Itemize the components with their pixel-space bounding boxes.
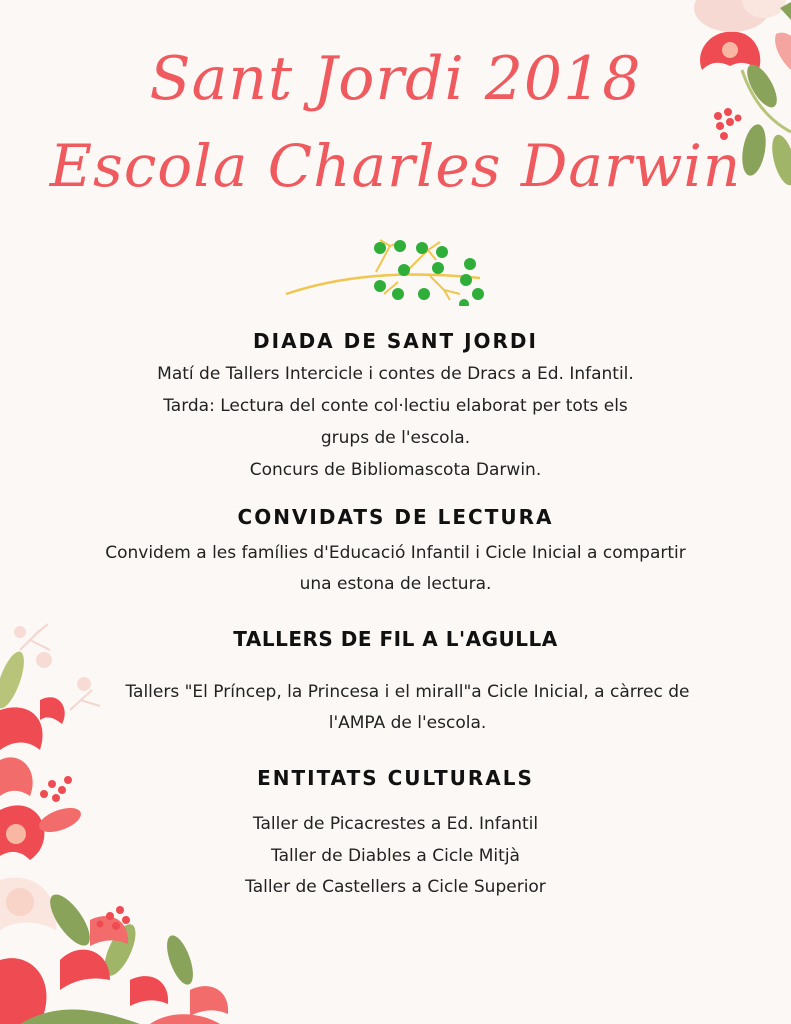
heading-tallers-de-fil-a-lagulla: TALLERS DE FIL A L'AGULLA xyxy=(233,627,558,651)
flower-cluster-bottom-left-icon xyxy=(0,620,260,1024)
text-line: Matí de Tallers Intercicle i contes de Dracs a Ed. Infantil. xyxy=(157,364,634,384)
heading-diada-de-sant-jordi: DIADA DE SANT JORDI xyxy=(253,329,538,353)
text-line: Taller de Picacrestes a Ed. Infantil xyxy=(252,814,539,834)
text-line: Tallers "El Príncep, la Princesa i el mirall"a Cicle Inicial, a càrrec de xyxy=(125,682,690,702)
text-line: l'AMPA de l'escola. xyxy=(328,713,487,733)
text-line: una estona de lectura. xyxy=(299,574,492,594)
text-line: Taller de Castellers a Cicle Superior xyxy=(245,877,546,897)
text-line: grups de l'escola. xyxy=(320,428,471,448)
text-line: Tarda: Lectura del conte col·lectiu elaborat per tots els xyxy=(163,396,628,416)
sprig-divider-icon xyxy=(280,236,490,306)
text-line: Convidem a les famílies d'Educació Infantil i Cicle Inicial a compartir xyxy=(105,543,686,563)
title-line-2: Escola Charles Darwin xyxy=(49,132,742,200)
title-line-1: Sant Jordi 2018 xyxy=(149,44,642,114)
heading-entitats-culturals: ENTITATS CULTURALS xyxy=(257,766,534,790)
heading-convidats-de-lectura: CONVIDATS DE LECTURA xyxy=(237,505,554,529)
text-line: Concurs de Bibliomascota Darwin. xyxy=(249,460,542,480)
text-line: Taller de Diables a Cicle Mitjà xyxy=(271,846,520,866)
